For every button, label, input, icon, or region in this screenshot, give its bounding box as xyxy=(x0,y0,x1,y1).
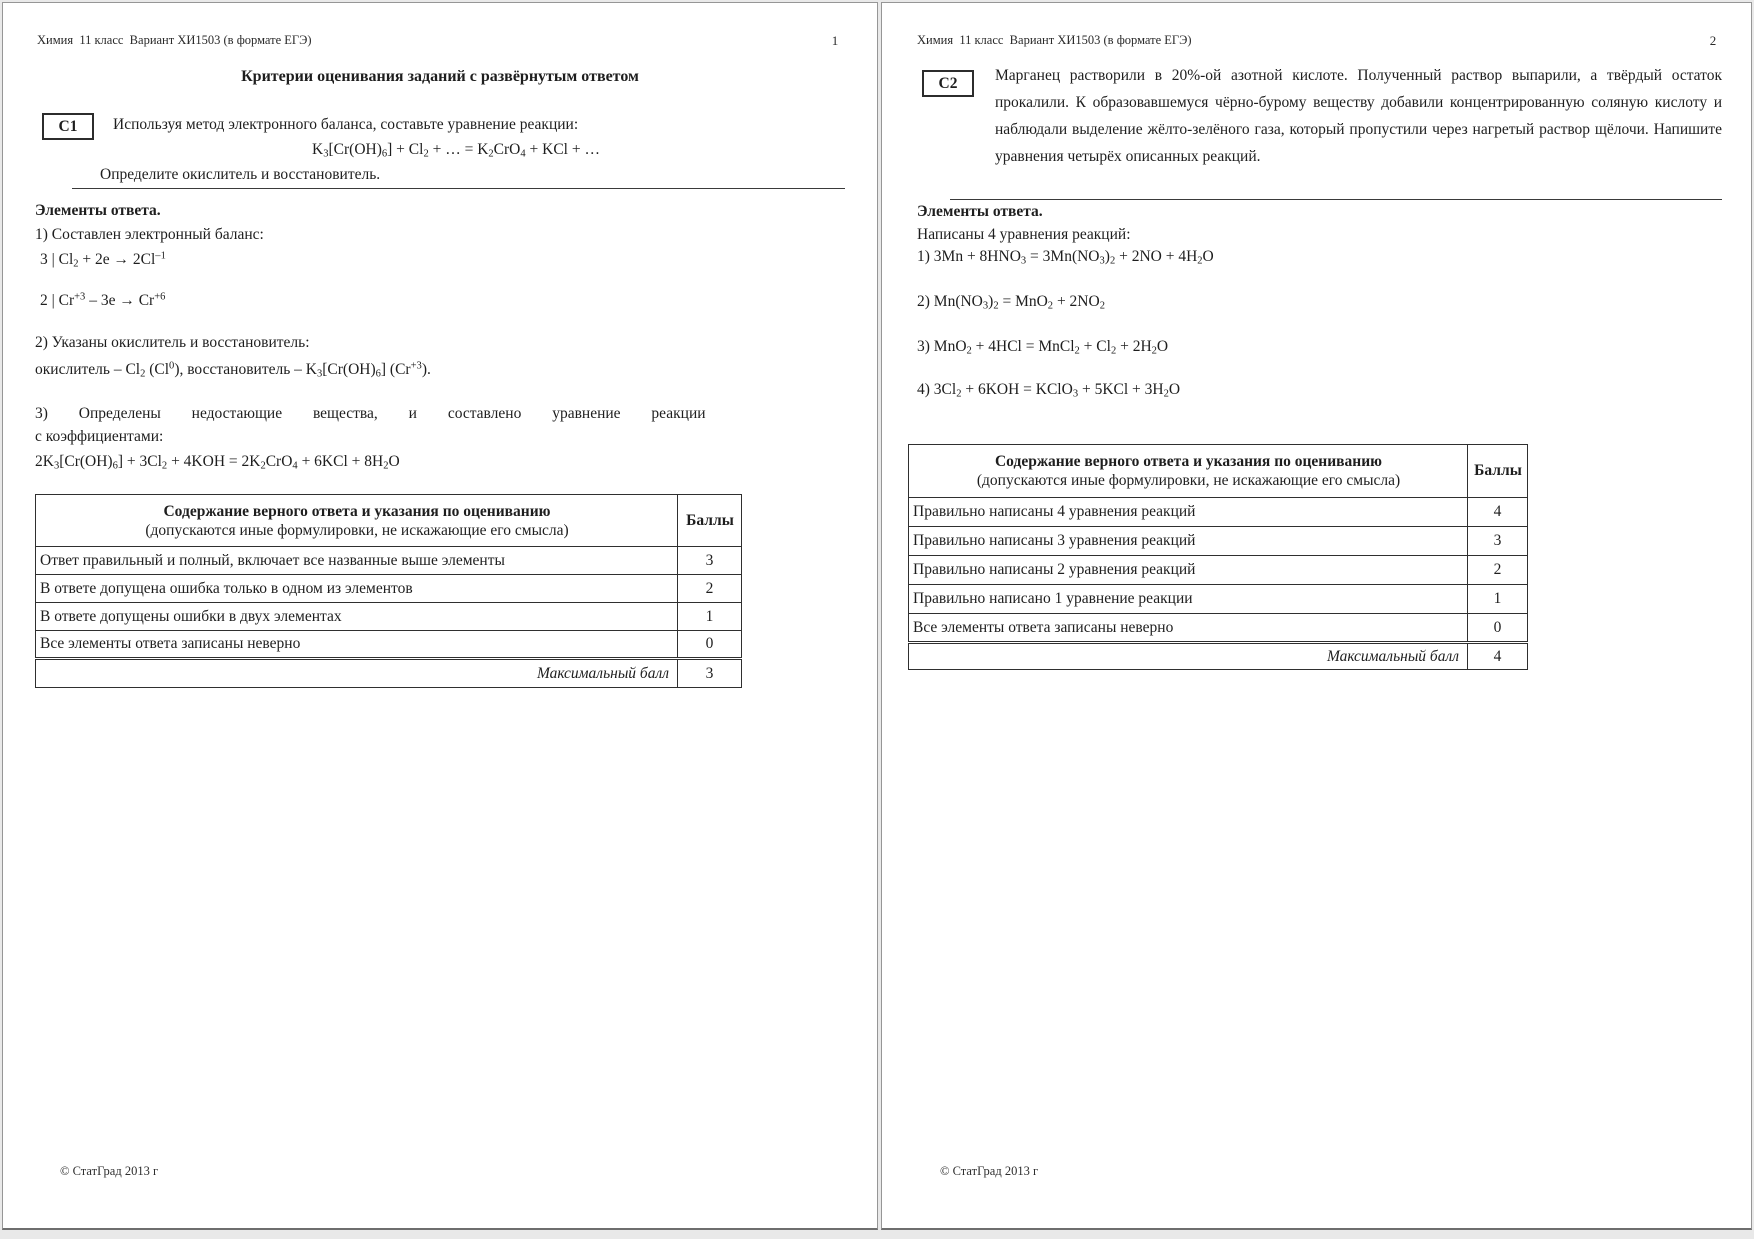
answer-heading-1: Элементы ответа. xyxy=(35,202,161,219)
task-c1-divider xyxy=(72,188,845,189)
page-2-running-header: Химия 11 класс Вариант ХИ1503 (в формате ЕГЭ) xyxy=(917,33,1192,47)
criteria-header-line1: Содержание верного ответа и указания по оцениванию xyxy=(163,502,551,520)
answer-item1: 1) Составлен электронный баланс: xyxy=(35,226,264,243)
criteria-header-1 xyxy=(36,495,678,547)
criterion-text: В ответе допущены ошибки в двух элементах xyxy=(36,603,678,631)
page-title: Критерии оценивания заданий с развёрнутым ответом xyxy=(241,68,639,85)
criterion-text: Правильно написаны 4 уравнения реакций xyxy=(909,498,1468,527)
table-row xyxy=(909,585,1528,614)
answer-equation: $2K_3[Cr(OH)_6] + 3Cl_2 + 4KOH = 2K_2CrO_4 + 6KCl + 8H_2O$ xyxy=(35,453,400,472)
criterion-text: Все элементы ответа записаны неверно xyxy=(909,614,1468,643)
max-score-row xyxy=(36,659,742,688)
reaction-equation-1: 1) $3Mn + 8HNO_3 = 3Mn(NO_3)_2 + 2NO + 4H_2O$ xyxy=(917,248,1214,267)
score-header-1: Баллы xyxy=(678,495,742,547)
criterion-score: 0 xyxy=(1468,614,1528,643)
criterion-text: Правильно написаны 2 уравнения реакций xyxy=(909,556,1468,585)
criteria-table-2 xyxy=(908,444,1528,670)
page-1-number: 1 xyxy=(831,33,839,48)
criteria-header-line2: (допускаются иные формулировки, не искажающие его смысла) xyxy=(145,521,569,539)
electron-balance-1: 3 | $Cl_2 + 2e \to 2Cl^{-1}$ xyxy=(40,250,166,270)
task-c1-intro: Используя метод электронного баланса, составьте уравнение реакции: xyxy=(113,116,579,133)
page-1-footer: © СтатГрад 2013 г xyxy=(60,1164,159,1178)
criteria-table-1 xyxy=(35,494,742,688)
criterion-score: 0 xyxy=(678,631,742,659)
criterion-text: Ответ правильный и полный, включает все названные выше элементы xyxy=(36,547,678,575)
criterion-score: 2 xyxy=(1468,556,1528,585)
table-row xyxy=(909,556,1528,585)
table-row xyxy=(36,547,742,575)
task-c1-label: С1 xyxy=(58,117,78,135)
criteria-header-2 xyxy=(909,445,1468,498)
criterion-score: 4 xyxy=(1468,498,1528,527)
score-header-2: Баллы xyxy=(1468,445,1528,498)
criteria-header-line1: Содержание верного ответа и указания по оцениванию xyxy=(994,453,1382,470)
table-row xyxy=(909,614,1528,643)
page-2-footer: © СтатГрад 2013 г xyxy=(940,1164,1039,1178)
answer-heading-2: Элементы ответа. xyxy=(917,203,1043,220)
criterion-text: В ответе допущена ошибка только в одном из элементов xyxy=(36,575,678,603)
criterion-score: 2 xyxy=(678,575,742,603)
electron-balance-2: 2 | $Cr^{+3} - 3e \to Cr^{+6}$ xyxy=(40,291,166,309)
max-score-row xyxy=(909,643,1528,670)
criteria-header-line2: (допускаются иные формулировки, не искажающие его смысла) xyxy=(976,472,1401,489)
table-row xyxy=(36,631,742,659)
answer-item2: 2) Указаны окислитель и восстановитель: xyxy=(35,334,310,351)
criterion-score: 3 xyxy=(1468,527,1528,556)
table-row xyxy=(909,527,1528,556)
page-2-number: 2 xyxy=(1709,33,1717,48)
criterion-score: 1 xyxy=(678,603,742,631)
task-c2-box xyxy=(922,70,974,97)
task-c1-box xyxy=(42,113,94,140)
table-row xyxy=(36,603,742,631)
answer-intro-2: Написаны 4 уравнения реакций: xyxy=(917,226,1131,243)
table-row xyxy=(909,498,1528,527)
task-c2-divider xyxy=(950,199,1722,200)
answer-item3-line1: 3) Определены недостающие вещества, и составлено уравнение реакции xyxy=(35,405,706,422)
task-c2-text: Марганец растворили в 20%-ой азотной кислоте. Полученный раствор выпарили, а твёрдый остаток прокалили. К образовавшемуся чёрно-бурому веществу добавили концентрированную соляную кислоту и наблюдали выделение жёлто-зелёного газа, который пропустили через нагретый раствор щёлочи. Напишите уравнения четырёх описанных реакций. xyxy=(995,67,1722,165)
reaction-equation-4: 4) $3Cl_2 + 6KOH$ = KClO$_3$ + $5KCl + 3H_2O$ xyxy=(917,381,1181,400)
reaction-equation-3: 3) MnO$_2$ + 4HCl = MnCl$_2$ + $Cl_2 + 2H_2O$ xyxy=(917,338,1169,357)
page-1-running-header: Химия 11 класс Вариант ХИ1503 (в формате ЕГЭ) xyxy=(37,33,312,47)
criterion-score: 1 xyxy=(1468,585,1528,614)
reaction-equation-2: 2) $Mn(NO_3)_2 = MnO_2 + 2NO_2$ xyxy=(917,293,1105,312)
task-c1-outro: Определите окислитель и восстановитель. xyxy=(100,166,381,183)
task-c2-label: С2 xyxy=(938,74,958,92)
criterion-score: 3 xyxy=(678,547,742,575)
task-c1-formula: $K_3[Cr(OH)_6] + Cl_2$ + … = $K_2CrO_4$ + KCl + … xyxy=(312,141,600,160)
answer-item3-line2: с коэффициентами: xyxy=(35,428,164,445)
max-score-value: 3 xyxy=(678,659,742,688)
max-score-label: Максимальный балл xyxy=(36,659,678,688)
criterion-text: Все элементы ответа записаны неверно xyxy=(36,631,678,659)
criterion-text: Правильно написаны 3 уравнения реакций xyxy=(909,527,1468,556)
max-score-label: Максимальный балл xyxy=(909,643,1468,670)
table-row xyxy=(36,575,742,603)
answer-item2-detail: окислитель – $Cl_2$ (Cl$^0$), восстановитель – $K_3[Cr(OH)_6]$ $(Cr^{+3})$. xyxy=(35,360,431,380)
criterion-text: Правильно написано 1 уравнение реакции xyxy=(909,585,1468,614)
max-score-value: 4 xyxy=(1468,643,1528,670)
